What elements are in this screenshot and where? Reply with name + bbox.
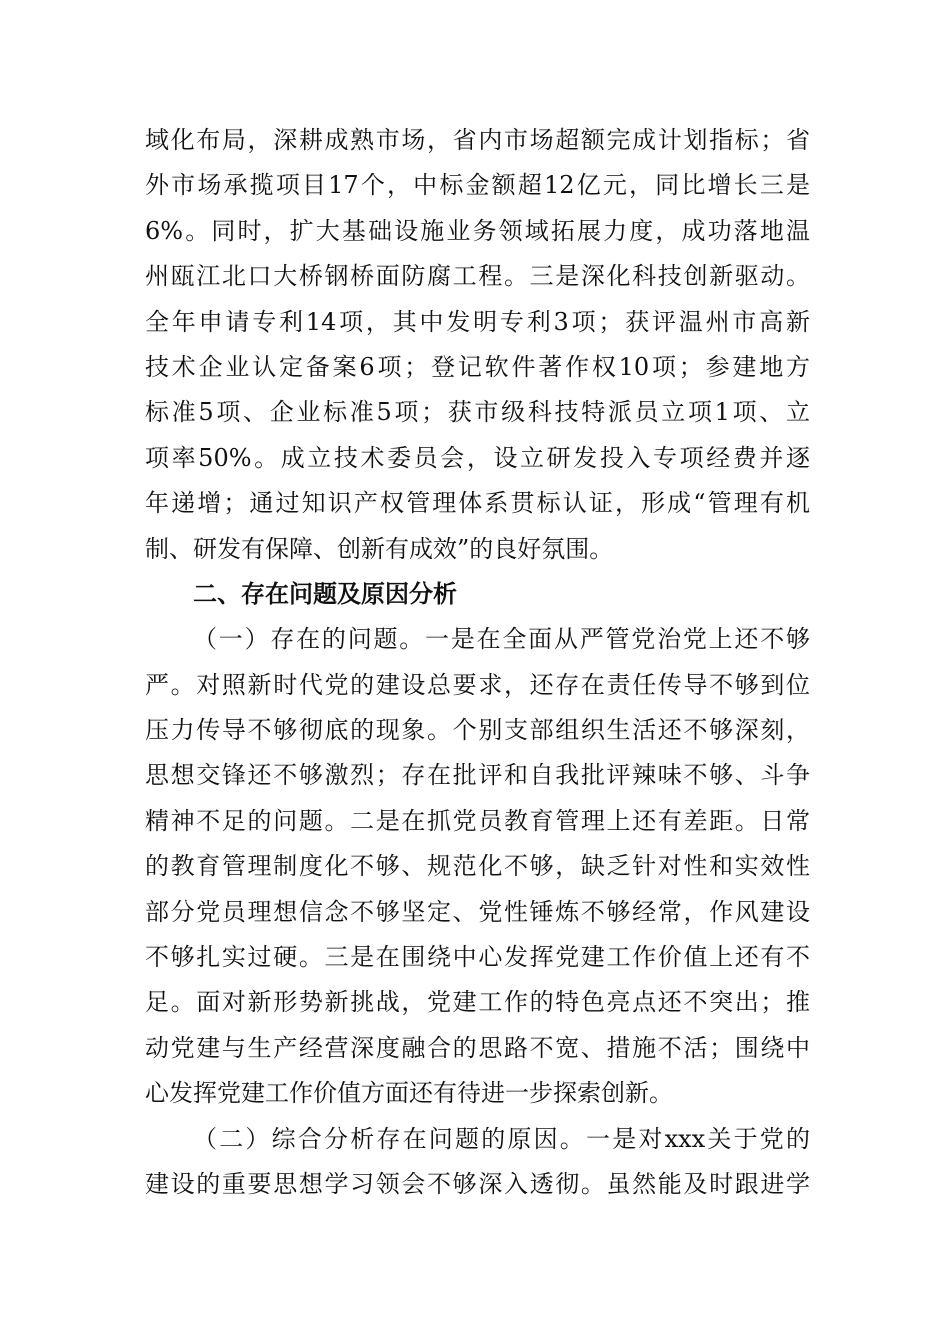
paragraph-line: 年递增；通过知识产权管理体系贯标认证，形成“管理有机 <box>145 489 810 518</box>
paragraph-line: 建设的重要思想学习领会不够深入透彻。虽然能及时跟进学 <box>145 1169 810 1198</box>
paragraph-line: 6%。同时，扩大基础设施业务领域拓展力度，成功落地温 <box>145 216 810 245</box>
section-heading: 二、存在问题及原因分析 <box>193 579 457 608</box>
paragraph-line: （二）综合分析存在问题的原因。一是对xxx关于党的 <box>193 1124 810 1153</box>
paragraph-line: 压力传导不够彻底的现象。个别支部组织生活还不够深刻， <box>145 716 810 745</box>
paragraph-line: 州瓯江北口大桥钢桥面防腐工程。三是深化科技创新驱动。 <box>145 262 810 291</box>
paragraph-line: 标准5项、企业标准5项；获市级科技特派员立项1项、立 <box>145 398 810 427</box>
paragraph-line: 技术企业认定备案6项；登记软件著作权10项；参建地方 <box>145 352 810 381</box>
paragraph-line: （一）存在的问题。一是在全面从严管党治党上还不够 <box>193 625 810 654</box>
paragraph-line: 足。面对新形势新挑战，党建工作的特色亮点还不突出；推 <box>145 988 810 1017</box>
paragraph-line: 动党建与生产经营深度融合的思路不宽、措施不活；围绕中 <box>145 1033 810 1062</box>
document-body <box>145 118 810 1207</box>
paragraph-line: 全年申请专利14项，其中发明专利3项；获评温州市高新 <box>145 307 810 336</box>
paragraph-line: 精神不足的问题。二是在抓党员教育管理上还有差距。日常 <box>145 806 810 835</box>
paragraph-line: 心发挥党建工作价值方面还有待进一步探索创新。 <box>145 1079 673 1108</box>
paragraph-line: 域化布局，深耕成熟市场，省内市场超额完成计划指标；省 <box>145 126 810 154</box>
paragraph-line: 不够扎实过硬。三是在围绕中心发挥党建工作价值上还有不 <box>145 943 810 972</box>
paragraph-line: 外市场承揽项目17个，中标金额超12亿元，同比增长三是 <box>145 171 810 200</box>
paragraph-line: 的教育管理制度化不够、规范化不够，缺乏针对性和实效性 <box>145 852 810 881</box>
paragraph-line: 思想交锋还不够激烈；存在批评和自我批评辣味不够、斗争 <box>145 761 810 790</box>
paragraph-line: 部分党员理想信念不够坚定、党性锤炼不够经常，作风建设 <box>145 897 810 926</box>
paragraph-line: 项率50%。成立技术委员会，设立研发投入专项经费并逐 <box>145 443 810 472</box>
paragraph-line: 制、研发有保障、创新有成效”的良好氛围。 <box>145 534 614 563</box>
paragraph-line: 严。对照新时代党的建设总要求，还存在责任传导不够到位 <box>145 670 810 699</box>
